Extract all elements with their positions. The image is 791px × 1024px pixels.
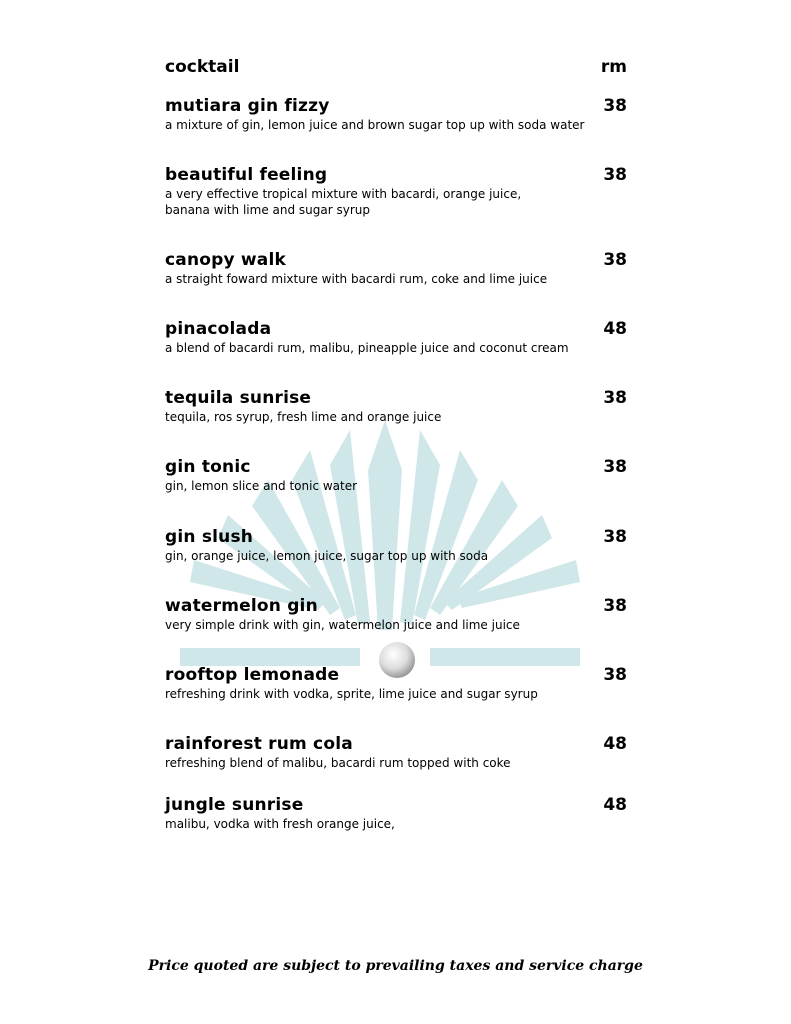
item-price: 38 [603,165,627,185]
item-name: gin slush [165,527,254,547]
item-name: mutiara gin fizzy [165,96,330,116]
item-name: gin tonic [165,457,251,477]
item-description: very simple drink with gin, watermelon juice and lime juice [165,618,520,632]
item-price: 38 [603,250,627,270]
menu-item [165,795,627,832]
item-name: rainforest rum cola [165,734,353,754]
menu-item [165,527,627,564]
item-description: a very effective tropical mixture with bacardi, orange juice, banana with lime and sugar syrup [165,187,522,217]
menu-item [165,596,627,633]
item-price: 38 [603,388,627,408]
item-description: refreshing blend of malibu, bacardi rum topped with coke [165,756,511,770]
menu-item [165,96,627,133]
item-price: 38 [603,596,627,616]
item-price: 38 [603,96,627,116]
item-price: 48 [603,734,627,754]
menu-item [165,388,627,425]
item-description: a mixture of gin, lemon juice and brown sugar top up with soda water [165,118,585,132]
section-title: cocktail [165,57,240,77]
item-price: 38 [603,457,627,477]
menu-item [165,457,627,494]
item-description: a straight foward mixture with bacardi rum, coke and lime juice [165,272,548,286]
menu-item [165,250,627,287]
menu-item [165,165,627,218]
item-description: gin, orange juice, lemon juice, sugar top up with soda [165,549,489,563]
item-description: tequila, ros syrup, fresh lime and orange juice [165,410,442,424]
item-description: gin, lemon slice and tonic water [165,479,358,493]
item-name: beautiful feeling [165,165,328,185]
menu-header [165,57,627,77]
item-name: watermelon gin [165,596,318,616]
menu-item [165,665,627,702]
item-name: tequila sunrise [165,388,312,408]
item-name: rooftop lemonade [165,665,340,685]
item-name: canopy walk [165,250,287,270]
item-name: jungle sunrise [165,795,304,815]
item-price: 38 [603,527,627,547]
item-name: pinacolada [165,319,272,339]
item-price: 48 [603,319,627,339]
footer-note: Price quoted are subject to prevailing taxes and service charge [148,958,643,974]
menu-item [165,734,627,771]
item-description: malibu, vodka with fresh orange juice, [165,817,395,831]
item-description: refreshing drink with vodka, sprite, lime juice and sugar syrup [165,687,538,701]
menu-item [165,319,627,356]
currency-label: rm [600,57,627,77]
item-price: 38 [603,665,627,685]
item-price: 48 [603,795,627,815]
item-description: a blend of bacardi rum, malibu, pineapple juice and coconut cream [165,341,569,355]
